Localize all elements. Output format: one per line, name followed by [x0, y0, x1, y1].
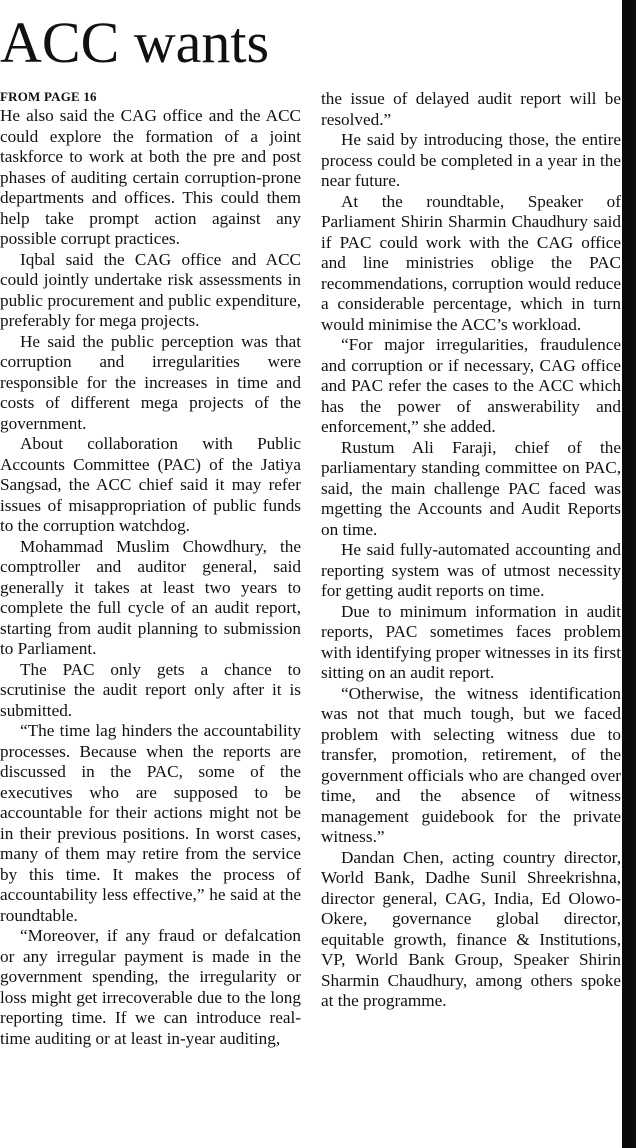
paragraph: Dandan Chen, acting country director, World Bank, Dadhe Sunil Shreekrishna, director general, CAG, India, Ed Olowo-Okere, governance global director, equitable growth, finance & Institutions, VP, World Bank Group, Speaker Shirin Sharmin Chaudhury, among others spoke at the programme.	[321, 847, 621, 1010]
headline: ACC wants	[0, 10, 270, 75]
scan-edge	[622, 0, 636, 1148]
article-column-right	[321, 89, 621, 1012]
paragraph: the issue of delayed audit report will be resolved.”	[321, 89, 621, 129]
paragraph: At the roundtable, Speaker of Parliament Shirin Sharmin Chaudhury said if PAC could work with the CAG office and line ministries oblige the PAC recommendations, corruption would reduce a considerable percentage, which in turn would minimise the ACC’s workload.	[321, 191, 621, 334]
paragraph: He also said the CAG office and the ACC could explore the formation of a joint taskforce to work at both the pre and post phases of auditing certain corruption-prone departments and offices. This could them help take prompt action against any possible corrupt practices.	[0, 106, 301, 248]
article-column-left	[0, 88, 301, 1049]
paragraph: He said by introducing those, the entire process could be completed in a year in the near future.	[321, 130, 621, 190]
paragraph: “For major irregularities, fraudulence and corruption or if necessary, CAG office and PAC refer the cases to the ACC which has the power of answerability and enforcement,” she added.	[321, 335, 621, 436]
paragraph: Due to minimum information in audit reports, PAC sometimes faces problem with identifying proper witnesses in its first sitting on an audit report.	[321, 601, 621, 682]
paragraph: Rustum Ali Faraji, chief of the parliamentary standing committee on PAC, said, the main challenge PAC faced was mgetting the Accounts and Audit Reports on time.	[321, 437, 621, 539]
paragraph: About collaboration with Public Accounts Committee (PAC) of the Jatiya Sangsad, the ACC chief said it may refer issues of misappropriation of public funds to the corruption watchdog.	[0, 434, 301, 535]
paragraph: He said fully-automated accounting and reporting system was of utmost necessity for getting audit reports on time.	[321, 540, 621, 600]
paragraph: “The time lag hinders the accountability processes. Because when the reports are discussed in the PAC, some of the executives who are supposed to be accountable for their actions might not be in their previous positions. In worst cases, many of them may retire from the service by this time. It makes the process of accountability less effective,” he said at the roundtable.	[0, 721, 301, 925]
paragraph: He said the public perception was that corruption and irregularities were responsible for the increases in time and costs of different mega projects of the government.	[0, 331, 301, 433]
paragraph: Mohammad Muslim Chowdhury, the comptroller and auditor general, said generally it takes at least two years to complete the full cycle of an audit report, starting from audit planning to submission to Parliament.	[0, 536, 301, 658]
paragraph: “Otherwise, the witness identification was not that much tough, but we faced problem with selecting witness due to transfer, promotion, retirement, of the government officials who are changed over time, and the absence of witness management guidebook for the private witness.”	[321, 683, 621, 846]
paragraph: The PAC only gets a chance to scrutinise the audit report only after it is submitted.	[0, 659, 301, 720]
dateline: FROM PAGE 16	[0, 89, 97, 104]
paragraph: “Moreover, if any fraud or defalcation or any irregular payment is made in the government spending, the irregularity or loss might get irrecoverable due to the long reporting time. If we can introduce real-time auditing or at least in-year auditing,	[0, 926, 301, 1048]
paragraph: Iqbal said the CAG office and ACC could jointly undertake risk assessments in public procurement and public expenditure, preferably for mega projects.	[0, 249, 301, 330]
